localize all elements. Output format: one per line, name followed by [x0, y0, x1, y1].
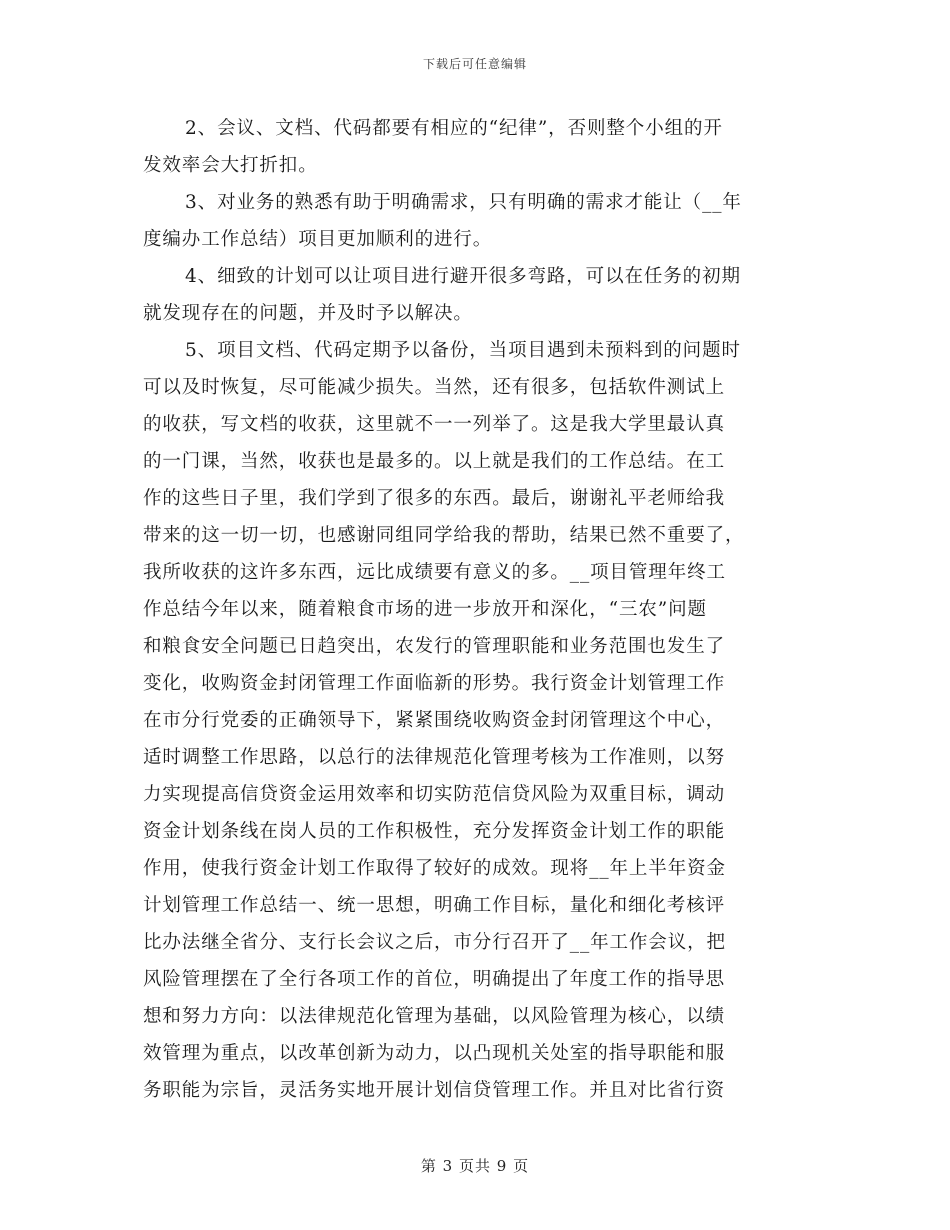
text-line: 的收获，写文档的收获，这里就不一一列举了。这是我大学里最认真 [143, 414, 726, 435]
text-line: 可以及时恢复，尽可能减少损失。当然，还有很多，包括软件测试上 [143, 377, 726, 398]
text-line: 4、细致的计划可以让项目进行避开很多弯路，可以在任务的初期 [185, 266, 741, 287]
text-line: 资金计划条线在岗人员的工作积极性，充分发挥资金计划工作的职能 [143, 821, 726, 842]
text-line: 2、会议、文档、代码都要有相应的“纪律”，否则整个小组的开 [185, 118, 723, 139]
page-header: 下载后可任意编辑 [422, 57, 527, 71]
page-number-footer: 第 3 页共 9 页 [420, 1157, 530, 1175]
text-line: 在市分行党委的正确领导下，紧紧围绕收购资金封闭管理这个中心， [143, 710, 726, 731]
text-line: 5、项目文档、代码定期予以备份，当项目遇到未预料到的问题时 [185, 340, 741, 361]
text-line: 作总结今年以来，随着粮食市场的进一步放开和深化，“三农”问题 [143, 599, 707, 620]
text-line: 的一门课，当然，收获也是最多的。以上就是我们的工作总结。在工 [143, 451, 726, 472]
text-line: 3、对业务的熟悉有助于明确需求，只有明确的需求才能让（__年 [185, 192, 742, 213]
document-body [143, 110, 807, 1109]
text-line: 发效率会大打折扣。 [143, 155, 318, 176]
text-line: 比办法继全省分、支行长会议之后，市分行召开了__年工作会议，把 [143, 932, 726, 953]
text-line: 带来的这一切一切，也感谢同组同学给我的帮助，结果已然不重要了， [143, 525, 745, 546]
text-line: 变化，收购资金封闭管理工作面临新的形势。我行资金计划管理工作 [143, 673, 726, 694]
text-line: 作用，使我行资金计划工作取得了较好的成效。现将__年上半年资金 [143, 858, 726, 879]
text-line: 我所收获的这许多东西，远比成绩要有意义的多。__项目管理年终工 [143, 562, 726, 583]
text-line: 计划管理工作总结一、统一思想，明确工作目标，量化和细化考核评 [143, 895, 726, 916]
text-line: 和粮食安全问题已日趋突出，农发行的管理职能和业务范围也发生了 [143, 636, 726, 657]
text-line: 力实现提高信贷资金运用效率和切实防范信贷风险为双重目标，调动 [143, 784, 726, 805]
text-line: 效管理为重点，以改革创新为动力，以凸现机关处室的指导职能和服 [143, 1043, 726, 1064]
text-line: 度编办工作总结）项目更加顺利的进行。 [143, 229, 493, 250]
text-line: 想和努力方向：以法律规范化管理为基础，以风险管理为核心，以绩 [143, 1006, 726, 1027]
text-line: 适时调整工作思路，以总行的法律规范化管理考核为工作准则，以努 [143, 747, 726, 768]
text-line: 作的这些日子里，我们学到了很多的东西。最后，谢谢礼平老师给我 [143, 488, 726, 509]
text-line: 务职能为宗旨，灵活务实地开展计划信贷管理工作。并且对比省行资 [143, 1080, 726, 1101]
text-line: 就发现存在的问题，并及时予以解决。 [143, 303, 473, 324]
text-line: 风险管理摆在了全行各项工作的首位，明确提出了年度工作的指导思 [143, 969, 726, 990]
